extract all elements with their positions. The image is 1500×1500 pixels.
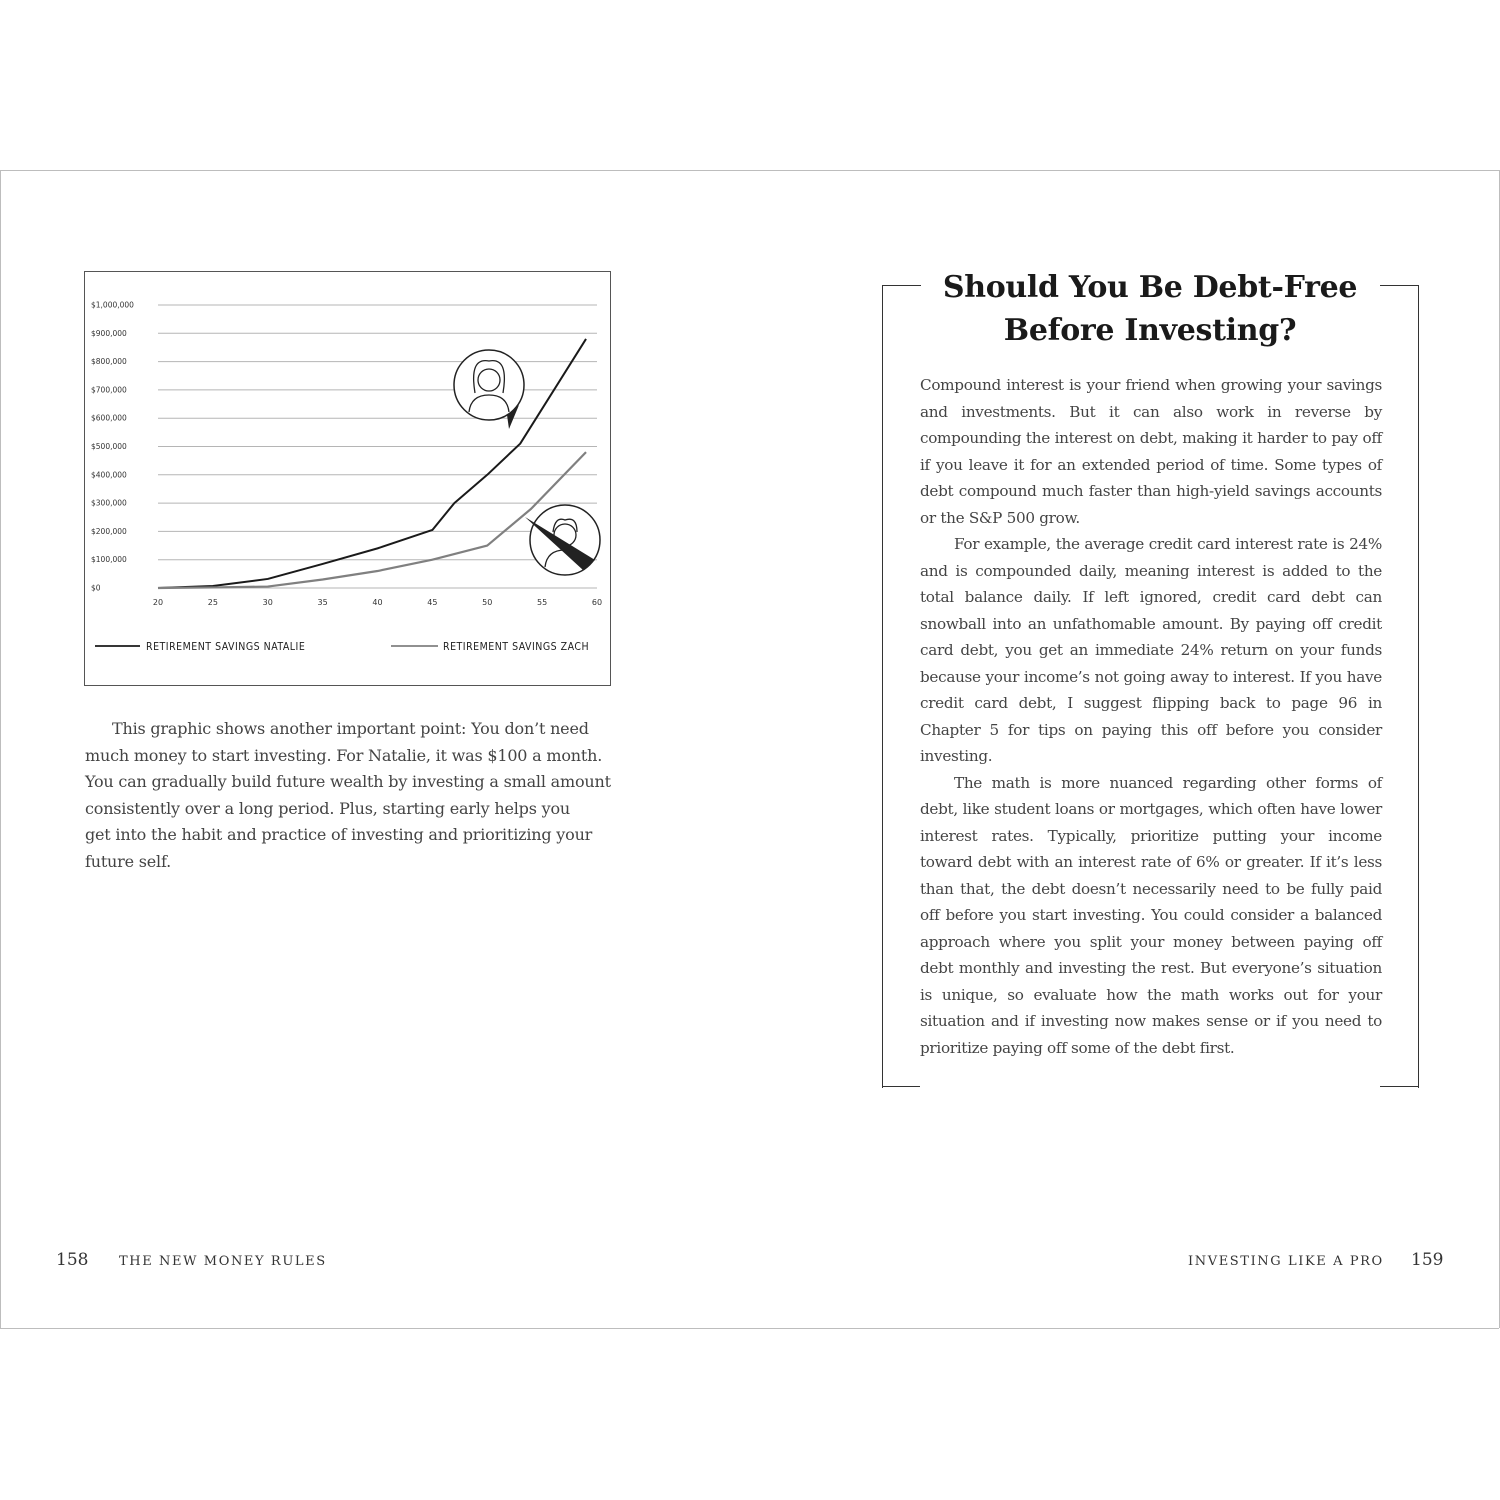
sidebar-title	[930, 266, 1370, 352]
running-head-left: THE NEW MONEY RULES	[119, 1254, 327, 1269]
x-tick-label: 45	[427, 598, 438, 607]
retirement-savings-chart	[84, 271, 611, 686]
sidebar-paragraph: For example, the average credit card interest rate is 24% and is compounded daily, meaning interest is added to the total balance daily. If left ignored, credit card debt can snowball into an unfathomable amount. By paying off credit card debt, you get an immediate 24% return on your funds because your income’s not going away to interest. If you have credit card debt, I suggest flipping back to page 96 in Chapter 5 for tips on paying this off before you consider investing.	[920, 535, 1382, 765]
sidebar-bracket-bottom-left	[882, 1086, 920, 1087]
sidebar-paragraph: Compound interest is your friend when growing your savings and investments. But it can also work in reverse by compounding the interest on debt, making it harder to pay off if you leave it for an extended period of time. Some types of debt compound much faster than high-yield savings accounts or the S&P 500 grow.	[920, 376, 1382, 527]
y-tick-label: $1,000,000	[91, 300, 134, 310]
y-tick-label: $800,000	[91, 357, 127, 367]
y-tick-label: $600,000	[91, 413, 127, 423]
page-number-right: 159	[1411, 1250, 1444, 1270]
paragraph-line: much money to start investing. For Natalie, it was $100 a month.	[85, 745, 603, 765]
sidebar-paragraph: The math is more nuanced regarding other forms of debt, like student loans or mortgages, which often have lower interest rates. Typically, prioritize putting your income toward debt with an interest rate of 6% or greater. If it’s less than that, the debt doesn’t necessarily need to be fully paid off before you start investing. You could consider a balanced approach where you split your money between paying off debt monthly and investing the rest. But everyone’s situation is unique, so evaluate how the math works out for your situation and if investing now makes sense or if you need to prioritize paying off some of the debt first.	[920, 773, 1382, 1057]
chart-canvas	[85, 272, 612, 687]
series-line-zach	[158, 452, 586, 588]
paragraph-line: You can gradually build future wealth by investing a small amount	[85, 772, 611, 791]
x-tick-label: 25	[207, 598, 218, 607]
sidebar-body	[920, 372, 1382, 1061]
legend-label-natalie: RETIREMENT SAVINGS NATALIE	[146, 641, 306, 653]
y-tick-label: $300,000	[91, 498, 127, 508]
x-tick-label: 30	[262, 598, 273, 607]
y-tick-label: $700,000	[91, 385, 127, 395]
y-tick-label: $500,000	[91, 442, 127, 451]
y-tick-label: $100,000	[91, 555, 127, 565]
y-tick-label: $200,000	[91, 526, 127, 536]
sidebar-bracket-right	[1380, 285, 1419, 1088]
y-tick-label: $900,000	[91, 328, 127, 338]
x-tick-label: 50	[482, 598, 493, 607]
paragraph-line: future self.	[85, 851, 171, 871]
paragraph-line: This graphic shows another important point: You don’t need	[112, 719, 589, 738]
y-tick-label: $0	[91, 583, 101, 593]
sidebar-bracket-left	[882, 285, 921, 1088]
x-tick-label: 40	[372, 598, 383, 607]
paragraph-line: consistently over a long period. Plus, starting early helps you	[85, 798, 571, 818]
sidebar-title-line: Before Investing?	[1003, 313, 1297, 348]
x-tick-label: 55	[537, 598, 548, 607]
left-page-paragraph	[85, 716, 615, 875]
legend-label-zach: RETIREMENT SAVINGS ZACH	[443, 641, 590, 653]
running-head-right: INVESTING LIKE A PRO	[1188, 1254, 1384, 1269]
page-number-left: 158	[56, 1250, 89, 1270]
x-tick-label: 20	[152, 598, 164, 607]
x-tick-label: 35	[317, 598, 328, 607]
sidebar-title-line: Should You Be Debt-Free	[942, 270, 1358, 305]
y-tick-label: $400,000	[91, 470, 127, 480]
sidebar-bracket-bottom-right	[1380, 1086, 1418, 1087]
paragraph-line: get into the habit and practice of investing and prioritizing your	[85, 825, 593, 844]
x-tick-label: 60	[591, 598, 603, 607]
